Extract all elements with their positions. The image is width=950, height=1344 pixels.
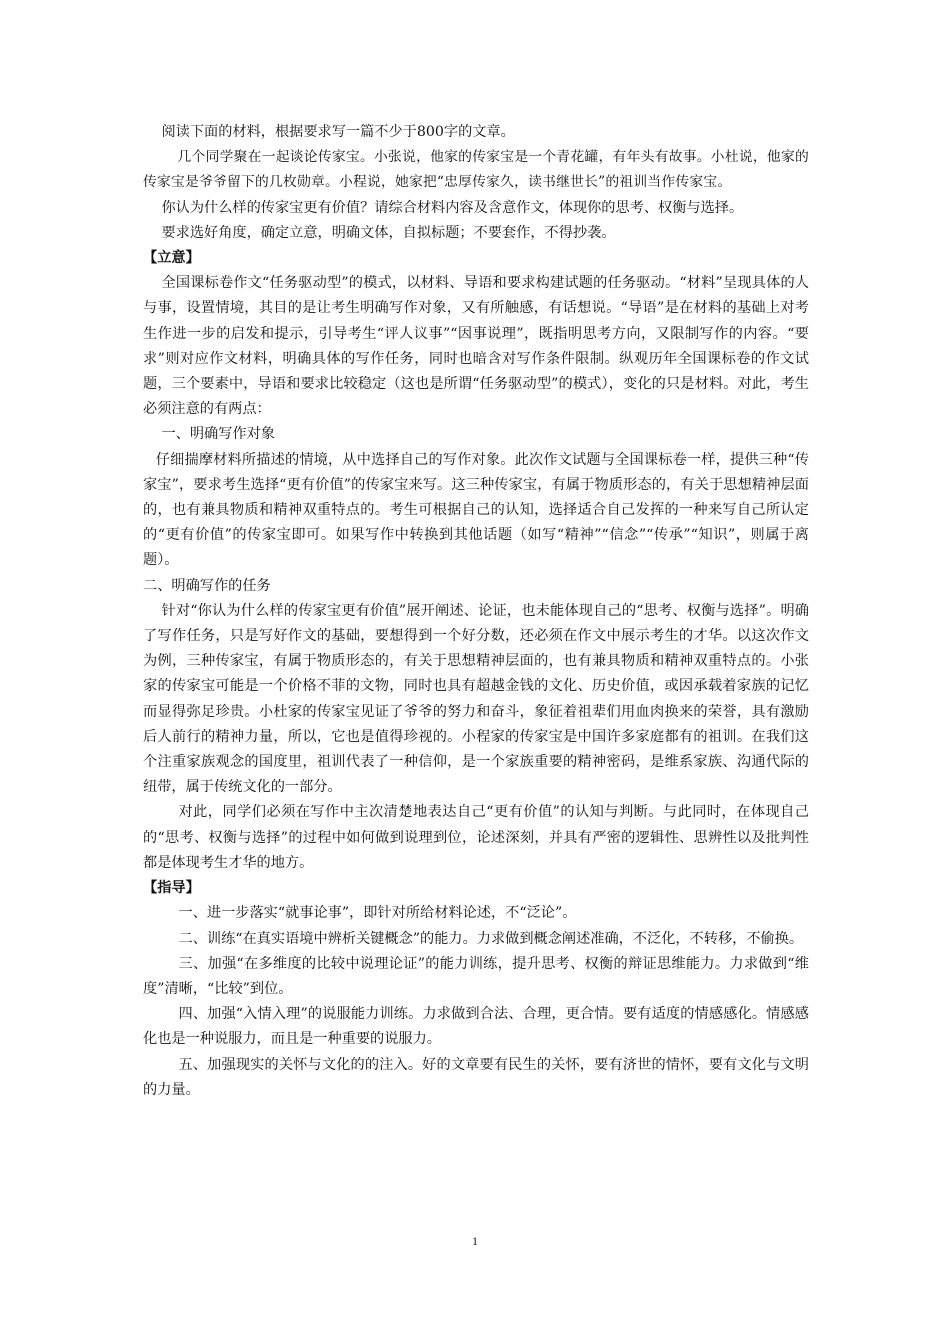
zhidao-item: 二、训练“在真实语境中辨析关键概念”的能力。力求做到概念阐述准确，不泛化，不转移，不偷换。 bbox=[178, 930, 804, 947]
document-page bbox=[143, 120, 809, 1103]
prompt-requirements: 要求选好角度，确定立意，明确文体，自拟标题；不要套作，不得抄袭。 bbox=[161, 224, 616, 241]
liyi-conclusion: 对此，同学们必须在写作中主次清楚地表达自己“更有价值”的认知与判断。与此同时，在体现自己的“思考、权衡与选择”的过程中如何做到说理到位，论述深刻，并具有严密的逻辑性、思辨性以及批判性都是体现考生才华的地方。 bbox=[143, 804, 809, 871]
prompt-instruction: 阅读下面的材料，根据要求写一篇不少于800字的文章。 bbox=[161, 124, 515, 140]
prompt-question: 你认为什么样的传家宝更有价值？请综合材料内容及含意作文，体现你的思考、权衡与选择。 bbox=[161, 199, 744, 216]
zhidao-item: 三、加强“在多维度的比较中说理论证”的能力训练，提升思考、权衡的辩证思维能力。力求做到“维度”清晰，“比较”到位。 bbox=[143, 955, 809, 997]
section1-title: 一、明确写作对象 bbox=[161, 426, 275, 443]
prompt-material: 几个同学聚在一起谈论传家宝。小张说，他家的传家宝是一个青花罐，有年头有故事。小杜说，他家的传家宝是爷爷留下的几枚勋章。小程说，她家把“忠厚传家久，读书继世长”的祖训当作传家宝。 bbox=[143, 149, 809, 191]
liyi-intro: 全国课标卷作文“任务驱动型”的模式，以材料、导语和要求构建试题的任务驱动。“材料”呈现具体的人与事，设置情境，其目的是让考生明确写作对象，又有所触感，有话想说。“导语”是在材料的基础上对考生作进一步的启发和提示，引导考生“评人议事”“因事说理”，既指明思考方向，又限制写作的内容。“要求”则对应作文材料，明确具体的写作任务，同时也暗含对写作条件限制。纵观历年全国课标卷的作文试题，三个要素中，导语和要求比较稳定（这也是所谓“任务驱动型”的模式），变化的只是材料。对此，考生必须注意的有两点： bbox=[143, 275, 809, 418]
zhidao-item: 一、进一步落实“就事论事”，即针对所给材料论述，不“泛论”。 bbox=[178, 905, 577, 922]
zhidao-item: 四、加强“入情入理”的说服能力训练。力求做到合法、合理，更合情。要有适度的情感感化。情感感化也是一种说服力，而且是一种重要的说服力。 bbox=[143, 1006, 809, 1048]
section2-title: 二、明确写作的任务 bbox=[143, 577, 271, 594]
section1-body: 仔细揣摩材料所描述的情境，从中选择自己的写作对象。此次作文试题与全国课标卷一样，提供三种“传家宝”，要求考生选择“更有价值”的传家宝来写。这三种传家宝，有属于物质形态的，有关于思想精神层面的，也有兼具物质和精神双重特点的。考生可根据自己的认知，选择适合自己发挥的一种来写自己所认定的“更有价值”的传家宝即可。如果写作中转换到其他话题（如写“精神”“信念”“传承”“知识”，则属于离题）。 bbox=[143, 451, 809, 569]
liyi-heading: 【立意】 bbox=[143, 250, 200, 267]
section2-body: 针对“你认为什么样的传家宝更有价值”展开阐述、论证，也未能体现自己的“思考、权衡与选择”。明确了写作任务，只是写好作文的基础，要想得到一个好分数，还必须在作文中展示考生的才华。以这次作文为例，三种传家宝，有属于物质形态的，有关于思想精神层面的，也有兼具物质和精神双重特点的。小张家的传家宝可能是一个价格不菲的文物，同时也具有超越金钱的文化、历史价值，或因承载着家族的记忆而显得弥足珍贵。小杜家的传家宝见证了爷爷的努力和奋斗，象征着祖辈们用血肉换来的荣誉，具有激励后人前行的精神力量，所以，它也是值得珍视的。小程家的传家宝是中国许多家庭都有的祖训。在我们这个注重家族观念的国度里，祖训代表了一种信仰，是一个家族重要的精神密码，是维系家族、沟通代际的纽带，属于传统文化的一部分。 bbox=[143, 602, 809, 796]
page-number: 1 bbox=[472, 1234, 478, 1248]
zhidao-item: 五、加强现实的关怀与文化的的注入。好的文章要有民生的关怀，要有济世的情怀，要有文化与文明的力量。 bbox=[143, 1056, 809, 1098]
zhidao-heading: 【指导】 bbox=[143, 880, 200, 897]
